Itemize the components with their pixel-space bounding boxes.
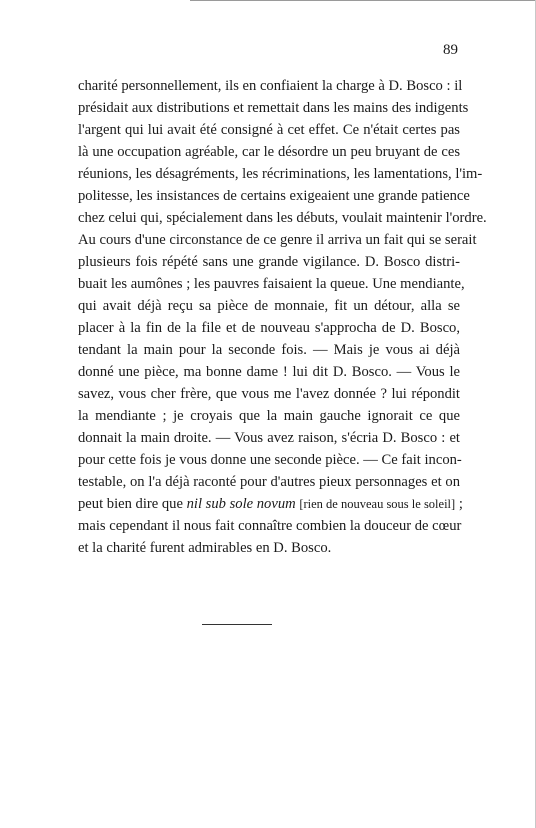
translation-bracket: [rien de nouveau sous le soleil] (299, 497, 456, 511)
top-rule (190, 0, 536, 1)
text-line: mais cependant il nous fait connaître combien la douceur de cœur (78, 518, 462, 534)
text-line: tendant la main pour la seconde fois. — Mais je vous ai déjà (78, 342, 460, 358)
text-line: l'argent qui lui avait été consigné à cet effet. Ce n'était certes pas (78, 122, 460, 138)
section-separator (202, 624, 272, 625)
text-line: chez celui qui, spécialement dans les débuts, voulait maintenir l'ordre. (78, 210, 487, 226)
text-line: la mendiante ; je croyais que la main gauche ignorait ce que (78, 408, 460, 424)
text-line: savez, vous cher frère, que vous me l'avez donnée ? lui répondit (78, 386, 460, 402)
text-line: politesse, les insistances de certains exigeaient une grande patience (78, 188, 470, 204)
text-line: qui avait déjà reçu sa pièce de monnaie, fit un détour, alla se (78, 298, 460, 314)
text-line: buait les aumônes ; les pauvres faisaient la queue. Une mendiante, (78, 276, 465, 292)
text-line: pour cette fois je vous donne une seconde pièce. — Ce fait incon- (78, 452, 462, 468)
text-line-last: et la charité furent admirables en D. Bosco. (78, 540, 332, 556)
line-start: peut bien dire que (78, 496, 183, 512)
latin-phrase: nil sub sole novum (186, 496, 296, 512)
text-line: testable, on l'a déjà raconté pour d'autres pieux personnages et on (78, 474, 460, 490)
main-text (78, 75, 487, 559)
text-line: plusieurs fois répété sans une grande vigilance. D. Bosco distri- (78, 254, 460, 270)
line-end: ; (458, 496, 463, 512)
text-line-latin-quote (78, 493, 463, 515)
text-line: donnait la main droite. — Vous avez raison, s'écria D. Bosco : et (78, 430, 460, 446)
text-line: charité personnellement, ils en confiaient la charge à D. Bosco : il (78, 78, 463, 94)
text-line: placer à la fin de la file et de nouveau s'approcha de D. Bosco, (78, 320, 460, 336)
text-line: Au cours d'une circonstance de ce genre il arriva un fait qui se serait (78, 232, 477, 248)
page-number: 89 (443, 42, 458, 58)
text-line: là une occupation agréable, car le désordre un peu bruyant de ces (78, 144, 460, 160)
text-line: donné une pièce, ma bonne dame ! lui dit D. Bosco. — Vous le (78, 364, 460, 380)
text-line: réunions, les désagréments, les récriminations, les lamentations, l'im- (78, 166, 483, 182)
text-line: présidait aux distributions et remettait dans les mains des indigents (78, 100, 469, 116)
